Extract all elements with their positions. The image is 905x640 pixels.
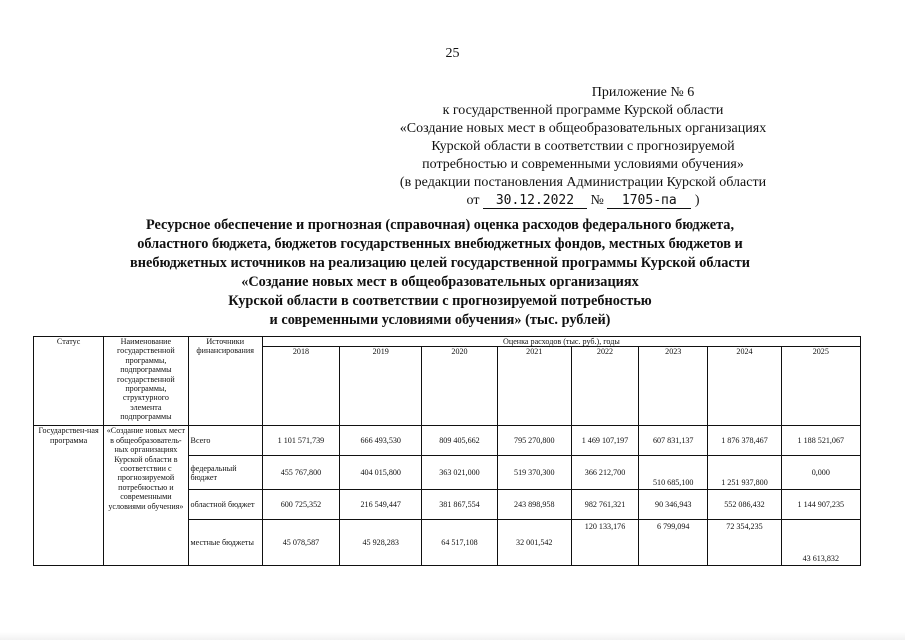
value-cell: 90 346,943: [639, 490, 708, 520]
value-cell: 982 761,321: [571, 490, 638, 520]
header-sources: Источники финансирования: [188, 337, 262, 426]
header-name: Наименование государственной программы, подпрограммы государственной программы, структурного элемента подпрограммы: [104, 337, 188, 426]
page-bottom-edge: [0, 632, 905, 640]
header-year: 2020: [422, 347, 497, 426]
header-year: 2023: [639, 347, 708, 426]
value-cell: 45 078,587: [262, 520, 339, 566]
title-line: «Создание новых мест в общеобразовательных организациях: [241, 274, 639, 290]
value-cell: 795 270,800: [497, 426, 571, 456]
value-cell: 243 898,958: [497, 490, 571, 520]
document-title: [60, 216, 820, 330]
title-line: областного бюджета, бюджетов государственных внебюджетных фондов, местных бюджетов и: [137, 236, 743, 252]
program-name-cell: «Создание новых мест в общеобразователь-ных организациях Курской области в соответствии с прогнозируемой потребностью и современными условиями обучения»: [104, 426, 188, 566]
appendix-header: [323, 84, 843, 210]
decree-reference: [323, 192, 843, 210]
status-cell: Государствен-ная программа: [34, 426, 104, 566]
title-line: Ресурсное обеспечение и прогнозная (справочная) оценка расходов федерального бюджета,: [145, 217, 735, 233]
value-cell: 72 354,235: [708, 520, 781, 566]
value-cell: 1 876 378,467: [708, 426, 781, 456]
value-cell: 1 188 521,067: [781, 426, 860, 456]
value-cell: 1 144 907,235: [781, 490, 860, 520]
value-cell: 1 101 571,739: [262, 426, 339, 456]
appendix-line: потребностью и современными условиями обучения»: [422, 157, 744, 172]
value-cell: 120 133,176: [571, 520, 638, 566]
header-status: Статус: [34, 337, 104, 426]
value-cell: 381 867,554: [422, 490, 497, 520]
value-cell: 519 370,300: [497, 456, 571, 490]
appendix-line: «Создание новых мест в общеобразовательных организациях: [399, 121, 767, 136]
value-cell: 366 212,700: [571, 456, 638, 490]
source-cell: областной бюджет: [188, 490, 262, 520]
appendix-title: Приложение № 6: [591, 85, 695, 100]
decree-from-label: от: [466, 193, 480, 208]
value-cell: 6 799,094: [639, 520, 708, 566]
header-year: 2024: [708, 347, 781, 426]
source-cell: местные бюджеты: [188, 520, 262, 566]
appendix-line: к государственной программе Курской области: [442, 103, 724, 118]
header-year: 2018: [262, 347, 339, 426]
value-cell: 0,000: [781, 456, 860, 490]
value-cell: 64 517,108: [422, 520, 497, 566]
decree-number-sign: №: [590, 193, 604, 208]
title-line: и современными условиями обучения» (тыс. рублей): [269, 312, 611, 328]
value-cell: 809 405,662: [422, 426, 497, 456]
value-cell: 510 685,100: [639, 456, 708, 490]
value-cell: 1 469 107,197: [571, 426, 638, 456]
value-cell: 45 928,283: [340, 520, 422, 566]
value-cell: 363 021,000: [422, 456, 497, 490]
value-cell: 552 086,432: [708, 490, 781, 520]
value-cell: 216 549,447: [340, 490, 422, 520]
value-cell: 600 725,352: [262, 490, 339, 520]
resource-table: [33, 336, 861, 566]
value-cell: 404 015,800: [340, 456, 422, 490]
decree-number: 1705-па: [607, 193, 691, 209]
value-cell: 43 613,832: [781, 520, 860, 566]
value-cell: 607 831,137: [639, 426, 708, 456]
decree-close: ): [694, 193, 700, 208]
header-estimate: Оценка расходов (тыс. руб.), годы: [262, 337, 860, 347]
decree-date: 30.12.2022: [483, 193, 587, 209]
title-line: внебюджетных источников на реализацию целей государственной программы Курской области: [130, 255, 750, 271]
title-line: Курской области в соответствии с прогнозируемой потребностью: [228, 293, 652, 309]
source-cell: федеральный бюджет: [188, 456, 262, 490]
header-year: 2025: [781, 347, 860, 426]
header-year: 2019: [340, 347, 422, 426]
header-year: 2022: [571, 347, 638, 426]
source-cell: Всего: [188, 426, 262, 456]
page-number: 25: [445, 46, 460, 61]
appendix-line: Курской области в соответствии с прогнозируемой: [431, 139, 735, 154]
appendix-line: (в редакции постановления Администрации Курской области: [399, 175, 767, 190]
header-year: 2021: [497, 347, 571, 426]
value-cell: 455 767,800: [262, 456, 339, 490]
table-row: [34, 426, 861, 456]
value-cell: 32 001,542: [497, 520, 571, 566]
value-cell: 1 251 937,800: [708, 456, 781, 490]
value-cell: 666 493,530: [340, 426, 422, 456]
